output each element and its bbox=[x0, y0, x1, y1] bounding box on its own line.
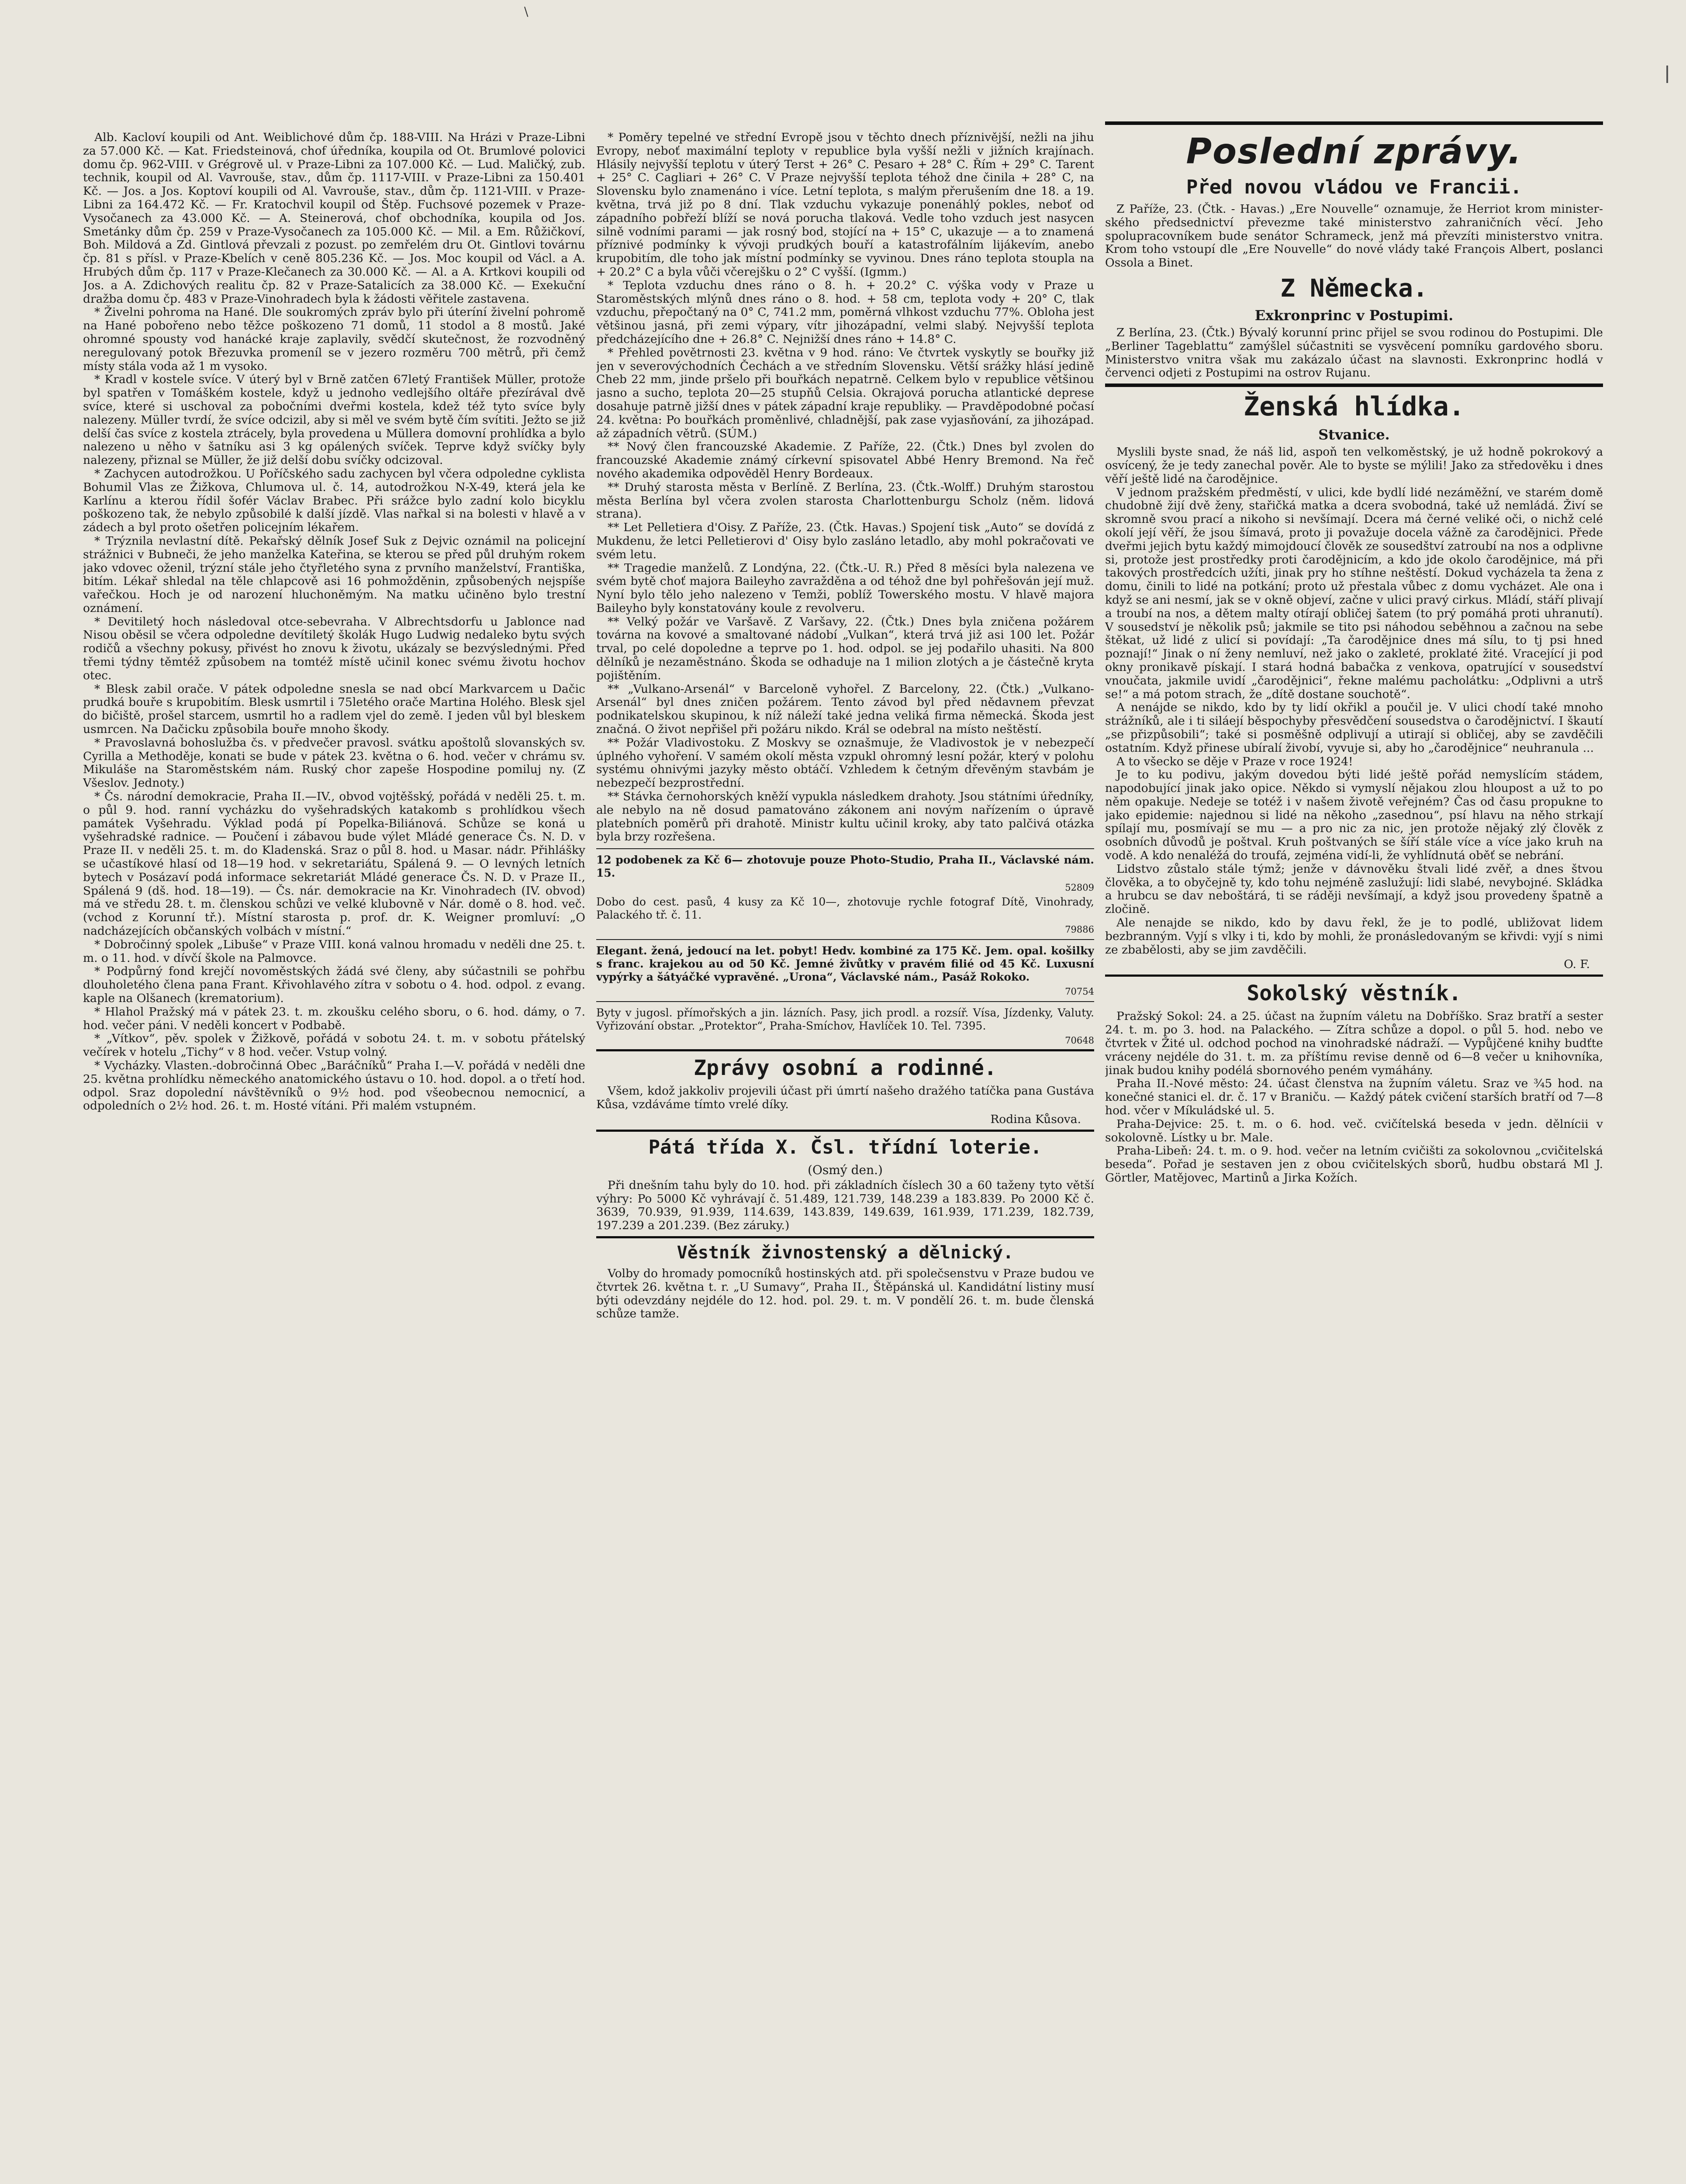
ad-number: 52809 bbox=[1065, 882, 1094, 893]
divider bbox=[596, 1049, 1094, 1051]
article: * Čs. národní demokracie, Praha II.—IV., obvod vojtěšský, pořádá v neděli 25. t. m. o půl 9. hod. ranní vycházku do vyšehradských katakomb s prohlídkou všech památek Vyšehradu. Výklad podá pí Popelka-Biliánová. Schůze se koná u vyšehradské radnice. — Poučení i zábavou bude výlet Mládé generace Čs. N. D. v Praze II. v neděli 25. t. m. do Kladenská. Sraz o půl 8. hod. u Masar. nádr. Přihlášky se učastíkové hlasí od 18—19 hod. v sekretariátu, Spálená 9. — O levných letních bytech v Posázaví podá informace sekretariát Mládé generace Čs. N. D. v Praze II., Spálená 9 (dš. hod. 18—19). — Čs. nár. demokracie na Kr. Vinohradech (IV. obvod) má ve středu 28. t. m. členskou schůzi ve velké klubovně v Nár. domě o 8. hod. več. (vchod z Korunní tř.). Místní starosta p. prof. dr. K. Weigner promluví: „O nadcházejících občanských volbách v místní.“ bbox=[83, 790, 585, 938]
paragraph: Lidstvo zůstalo stále týmž; jenže v dávnověku štvali lidé zvěř, a dnes štvou člověka, a to obyčejně ty, kdo tohu nejméně zaslužují: lidi slabé, nevybojné. Skládka a hrubcu se dav neboštárá, ti se ráději nevšímají, a když jsou provedeny špatně a zločině. bbox=[1105, 862, 1603, 916]
article: ** Druhý starosta města v Berlíně. Z Berlína, 23. (Čtk.-Wolff.) Druhým starostou města Berlína byl včera zvolen starosta Charlottenburgu Scholz (něm. lidová strana). bbox=[596, 480, 1094, 521]
section-heading: Věstník živnostenský a dělnický. bbox=[677, 1243, 1014, 1263]
ad-number: 70754 bbox=[1065, 986, 1094, 997]
article: * Poměry tepelné ve střední Evropě jsou v těchto dnech příznivější, nežli na jihu Evropy, neboť maximální teploty v republice byla vyšší nežli v jižních krajínach. Hlásily nejvyšší teplotu v úterý Terst + 26° C. Pesaro + 28° C. Řím + 29° C. Tarent + 25° C. Cagliari + 26° C. V Praze nejvyšší teplota téhož dne činila + 28° C, na Slovensku bylo znamenáno i více. Letní teplota, s malým přerušením dne 18. a 19. května, trvá již po 8 dní. Tlak vzduchu vykazuje ponenáhlý pokles, neboť od západního pobřeží blíží se nová porucha tlaková. Vedle toho vzduch jest nasycen silně vodními parami — jak rosný bod, stojící na + 15° C, ukazuje — a to znamená příznivé podmínky k vývoji prudkých bouří a katastrofálním lijákevím, anebo krupobitím, dle toho jak místní podmínky se vyvinou. Dnes ráno teplota stoupla na + 20.2° C a byla vůči včerejšku o 2° C vyšší. (Igmm.) bbox=[596, 131, 1094, 279]
ad-number: 79886 bbox=[1065, 924, 1094, 935]
subheading: (Osmý den.) bbox=[808, 1162, 883, 1177]
article: Z Paříže, 23. (Čtk. - Havas.) „Ere Nouvelle“ oznamuje, že Herriot krom ministerského předsednictví převezme také ministerstvo zahraničních věcí. Jeho spolupracovníkem bude senátor Schrameck, jenž má převzíti ministerstvo vnitra. Krom toho vstoupí dle „Ere Nouvelle“ do nové vlády také François Albert, poslanci Ossola a Binet. bbox=[1105, 202, 1603, 270]
paragraph: Myslili byste snad, že náš lid, aspoň ten velkoměstský, je už hodně pokrokový a osvícený, že je tedy zanechal pověr. Ale to byste se mýlili! Jako za středověku i dnes věří ještě lidé na čarodějnice. bbox=[1105, 445, 1603, 486]
divider bbox=[596, 848, 1094, 849]
edge-mark bbox=[1666, 66, 1673, 83]
divider bbox=[596, 939, 1094, 940]
article: ** Tragedie manželů. Z Londýna, 22. (Čtk.-U. R.) Před 8 měsíci byla nalezena ve svém bytě choť majora Baileyho zavražděna a od téhož dne byl pohřešován její muž. Nyní bylo tělo jeho nalezeno v Temži, poblíž Towerského mostu. V hlavě majora Baileyho byly konstatovány koule z revolveru. bbox=[596, 561, 1094, 615]
column-right bbox=[1105, 118, 1603, 2184]
paragraph: Ale nenajde se nikdo, kdo by davu řekl, že je to podlé, ubližovat lidem bezbranným. Vyjí s vlky i ti, kdo by mohli, že pronásledovaným se křivdi: vyjí s nimi ze zbabělosti, aby se jim zavděčili. bbox=[1105, 916, 1603, 957]
article: * Blesk zabil orače. V pátek odpoledne snesla se nad obcí Markvarcem u Dačic prudká bouře s krupobitím. Blesk usmrtil i 75letého orače Martina Holého. Blesk sjel do bičiště, prošel starcem, usmrtil ho a radlem vjel do země. I jeden vůl byl bleskem usmrcen. Na Dačicku způsobila bouře mnoho škody. bbox=[83, 682, 585, 736]
section-heading: Zprávy osobní a rodinné. bbox=[694, 1056, 997, 1081]
advertisement: Elegant. žená, jedoucí na let. pobyt! Hedv. kombiné za 175 Kč. Jem. opal. košilky s franc. krajekou au od 50 Kč. Jemné živůtky v pravém filié od 45 Kč. Luxusní vypýrky a šátyáčké vypravěné. „Urona“, Václavské nám., Pasáž Rokoko. bbox=[596, 944, 1094, 984]
sokol-notice: Praha-Libeň: 24. t. m. o 9. hod. večer na letním cvičišti za sokolovnou „cvičitelská beseda“. Pořad je sestaven jen z obou cvičitelských sborů, hudbu obstará Ml J. Görtler, Matějovec, Martinů a Jirka Kožích. bbox=[1105, 1144, 1603, 1185]
column-left bbox=[83, 131, 585, 2184]
article: * Hlahol Pražský má v pátek 23. t. m. zkoušku celého sboru, o 6. hod. dámy, o 7. hod. večer páni. V neděli koncert v Podbabě. bbox=[83, 1005, 585, 1032]
section-heading: Pátá třída X. Čsl. třídní loterie. bbox=[648, 1136, 1042, 1158]
subheading: Stvanice. bbox=[1318, 426, 1390, 443]
paragraph: Je to ku podivu, jakým dovedou býti lidé ještě pořád nemyslícím stádem, napodobující jinak jako opice. Někdo si vymyslí nějakou zlou hloupost a už to po něm opakuje. Nedeje se totéž i v našem životě veřejném? Čas od času propukne to jako epidemie: najednou si lidé na někoho „zasednou“, psí hlavu na něho strkají spílají mu, posmívají se mu — a pro nic za nic, jen protože nějaký zlý člověk z osobních důvodů je poštval. Kruh poštvaných se šíří stále více a více jako kruh na vodě. A kdo nenaléžá do troufá, zejména vidí-li, že vyhlídnutá oběť se nebrání. bbox=[1105, 768, 1603, 863]
section-heading: Sokolský věstník. bbox=[1247, 981, 1461, 1006]
divider bbox=[596, 1130, 1094, 1132]
article: * Trýznila nevlastní dítě. Pekařský dělník Josef Suk z Dejvic oznámil na policejní strážnici v Bubneči, že jeho manželka Kateřina, se kterou se před půl druhým rokem jako vdovec oženil, trýzní stále jeho čtyřletého syna z prvního manželství, Františka, bitím. Lékař shledal na těle chlapcově asi 16 pohmožděnin, způsobených nejspíše vařečkou. Hoch je od narození hluchoněmým. Na matku učiněno bylo trestní oznámení. bbox=[83, 534, 585, 615]
article: ** Stávka černohorských kněží vypukla následkem drahoty. Jsou státními úředníky, ale nebylo na ně dosud pamatováno zákonem ani novým nařízením o úpravě platebních poměrů při drahotě. Ministr kultu učinil kroky, aby tato palčivá otázka byla brzy rozřešena. bbox=[596, 790, 1094, 844]
article: * „Vítkov“, pěv. spolek v Žižkově, pořádá v sobotu 24. t. m. v sobotu přátelský večírek v hotelu „Tichy“ v 8 hod. večer. Vstup volný. bbox=[83, 1032, 585, 1059]
advertisement: Byty v jugosl. přímořských a jin. lázních. Pasy, jich prodl. a rozsíř. Vísa, Jízdenky, Valuty. Vyřizování obstar. „Protektor“, Praha-Smíchov, Havlíček 10. Tel. 7395. bbox=[596, 1006, 1094, 1033]
signature: Rodina Kůsova. bbox=[990, 1112, 1081, 1126]
banner-title: Poslední zprávy. bbox=[1186, 131, 1522, 172]
section-heading: Ženská hlídka. bbox=[1244, 391, 1465, 422]
ad-number: 70648 bbox=[1065, 1035, 1094, 1046]
article: * Zachycen autodrožkou. U Poříčského sadu zachycen byl včera odpoledne cyklista Bohumil Vlas ze Žižkova, Chlumova ul. č. 14, autodrožkou N-X-49, která jela ke Karlínu a kterou řídil šofér Václav Brabec. Při srážce bylo zadní kolo bicyklu poškozeno tak, že nebylo způsobilé k další jízdě. Vlas nařkal si na bolesti v hlavě a v zádech a byl proto ošetřen policejním lékařem. bbox=[83, 467, 585, 535]
column-middle bbox=[596, 131, 1094, 2184]
article: * Teplota vzduchu dnes ráno o 8. h. + 20.2° C. výška vody v Praze u Staroměstských mlýnů dnes ráno o 8. hod. + 58 cm, teplota vody + 20° C, tlak vzduchu, přepočtaný na 0° C, 741.2 mm, poměrná vlhkost vzduchu 77%. Obloha jest většinou jasná, při zemi výpary, vítr jihozápadní, velmi slabý. Nejvyšší teplota předcházejícího dne + 26.8° C. Nejnižší dnes ráno + 14.8° C. bbox=[596, 278, 1094, 346]
article: Z Berlína, 23. (Čtk.) Bývalý korunní princ přijel se svou rodinou do Postupimi. Dle „Berliner Tageblattu“ zamýšlel súčastniti se vysvěcení pomníku gardového sboru. Ministerstvo vnitra však mu zakázalo účast na slavnosti. Exkronprinc hodlá v červenci odjeti z Postupimi na ostrov Rujanu. bbox=[1105, 325, 1603, 380]
article: ** Let Pelletiera d'Oisy. Z Paříže, 23. (Čtk. Havas.) Spojení tisk „Auto“ se dovídá z Mukdenu, že letci Pelletierovi d' Oisy bylo zasláno letadlo, aby mohl pokračovati ve svém letu. bbox=[596, 521, 1094, 561]
article: * Živelni pohroma na Hané. Dle soukromých zpráv bylo při úteríní živelní pohromě na Hané pobořeno nebo těžce poškozeno 71 domů, 11 stodol a 8 mostů. Jaké ohromné spousty vod hanácké kraje zaplavily, svědčí skutečnost, že rozvodněný neregulovaný potok Březuvka promeníl se v jezero rozměru 700 mětrů, při čemž místy stála voda až 1 m vysoko. bbox=[83, 305, 585, 373]
section-heading: Z Německa. bbox=[1280, 274, 1428, 303]
article: Alb. Kacloví koupili od Ant. Weiblichové dům čp. 188-VIII. Na Hrázi v Praze-Libni za 57.000 Kč. — Kat. Friedsteinová, chof úředníka, koupila od Ot. Brumlové polovici domu čp. 962-VIII. v Grégrově ul. v Praze-Libni za 107.000 Kč. — Lud. Maličký, zub. technik, koupil od Al. Vavrouše, stav., dům čp. 1117-VIII. v Praze-Libni za 150.401 Kč. — Jos. a Jos. Koptoví koupili od Al. Vavrouše, stav., dům čp. 1121-VIII. v Praze-Libni za 164.472 Kč. — Fr. Kratochvil koupil od Štěp. Fuchsové pozemek v Praze-Vysočanech za 43.000 Kč. — A. Steinerová, chof obchodníka, koupila od Jos. Smetánky dům čp. 259 v Praze-Vysočanech za 105.000 Kč. — Mil. a Em. Růžičkoví, Boh. Mildová a Zd. Gintlová převzali z pozust. po zemřelém dru Ot. Gintlovi továrnu čp. 81 s přísl. v Praze-Kbelích v ceně 805.236 Kč. — Jos. Moc koupil od Václ. a A. Hrubých dům čp. 117 v Praze-Klečanech za 30.000 Kč. — Al. a A. Krtkovi koupili od Jos. a A. Zdichových realitu čp. 82 v Praze-Satalicích za 38.000 Kč. — Exekuční dražba domu čp. 483 v Praze-Vinohradech byla k žádosti věřitele zastavena. bbox=[83, 131, 585, 306]
divider bbox=[596, 1001, 1094, 1002]
article: * Dobročinný spolek „Libuše“ v Praze VIII. koná valnou hromadu v neděli dne 25. t. m. o 11. hod. v dívčí škole na Palmovce. bbox=[83, 937, 585, 965]
notice-text: Volby do hromady pomocníků hostinských atd. při společsenstvu v Praze budou ve čtvrtek 26. května t. r. „U Sumavy“, Praha II., Štěpánská ul. Kandidátní listiny musí býti odevzdány nejdéle do 12. hod. pol. 29. t. m. V pondělí 26. t. m. bude členská schůze tamže. bbox=[596, 1267, 1094, 1321]
signature: O. F. bbox=[1564, 957, 1590, 971]
article: ** Požár Vladivostoku. Z Moskvy se oznašmuje, že Vladivostok je v nebezpečí úplného vyhoření. V samém okolí města vzpukl ohromný lesní požár, který v polohu systému ohnivými jazyky město obtáčí. Vzhledem k četným dřevěným stavbám je nebezpečí bezprostřední. bbox=[596, 736, 1094, 790]
subheading: Exkronprinc v Postupimi. bbox=[1254, 307, 1454, 324]
section-heading: Před novou vládou ve Francii. bbox=[1186, 176, 1522, 198]
corner-mark: \ bbox=[524, 4, 529, 19]
divider bbox=[596, 1236, 1094, 1238]
divider bbox=[1105, 121, 1603, 125]
article: ** „Vulkano-Arsenál“ v Barceloně vyhořel. Z Barcelony, 22. (Čtk.) „Vulkano-Arsenál“ byl dnes zničen požárem. Tento závod byl před nědavnem převzat podnikatelskou skupinou, k níž náleží také jedna veliká firma německá. Škoda jest značná. O život nepřišel při požáru nikdo. Král se odebral na místo neštěstí. bbox=[596, 682, 1094, 736]
article: ** Velký požár ve Varšavě. Z Varšavy, 22. (Čtk.) Dnes byla zničena požárem továrna na kovové a smaltované nádobí „Vulkan“, která trvá již asi 100 let. Požár trval, po celé dopoledne a teprve po 1. hod. odpol. se jej podařilo uhasiti. Na 800 dělníků je nezaměstnáno. Škoda se odhaduje na 1 milion zlotých a je částečně kryta pojištěním. bbox=[596, 615, 1094, 682]
sokol-notice: Pražský Sokol: 24. a 25. účast na župním váletu na Dobříško. Sraz bratří a sester 24. t. m. po 3. hod. na Palackého. — Zítra schůze a dopol. o půl 5. hod. nebo ve čtvrtek v Žité ul. odchod pochod na vinohradské nádraží. — Vypůjčené knihy budťte vráceny nejdéle do 31. t. m. za příštímu revise denně od 6—8 večer u knihovníka, jinak budou knihy podélá sbornového peném vymáhány. bbox=[1105, 1009, 1603, 1077]
article: * Podpůrný fond krejčí novoměstských žádá své členy, aby súčastnili se pohřbu dlouholetého člena pana Frant. Křivohlavého zítra v sobotu o 4. hod. odpol. z evang. kaple na Olšanech (krematorium). bbox=[83, 964, 585, 1005]
sokol-notice: Praha-Dejvice: 25. t. m. o 6. hod. več. cvičítelská beseda v jedn. dělnícii v sokolovně. Lístky u br. Male. bbox=[1105, 1117, 1603, 1144]
divider bbox=[1105, 384, 1603, 387]
article: * Přehled povětrnosti 23. května v 9 hod. ráno: Ve čtvrtek vyskytly se bouřky již jen v severovýchodních Čechách a ve středním Slovensku. Větší srážky hlásí jedině Cheb 22 mm, jinde pršelo při bouřkách nepatrně. Celkem bylo v republice většinou jasno a sucho, teplota 20—25 stupňů Celsia. Okrajová porucha atlantické deprese dosahuje patrně jižší dnes v pátek západní kraje republiky. — Pravděpodobné počasí 24. května: Po bouřkách proměnlivé, chladnější, pak zase vyjasňování, za jihozápad. až západních větrů. (SÚM.) bbox=[596, 346, 1094, 440]
article: * Pravoslavná bohoslužba čs. v předvečer pravosl. svátku apoštolů slovanských sv. Cyrilla a Methoděje, konati se bude v pátek 23. května o 6. hod. večer v chrámu sv. Mikuláše na Staroměstském nám. Ruský chor zapeše Hospodine pomiluj ny. (Z Všeslov. Jednoty.) bbox=[83, 736, 585, 790]
sokol-notice: Praha II.-Nové město: 24. účast členstva na župním váletu. Sraz ve ¾5 hod. na konečné stanici el. dr. č. 17 v Braniču. — Každý pátek cvičení starších bratří od 7—8 hod. včer v Míkuládské ul. 5. bbox=[1105, 1077, 1603, 1118]
article: * Vycházky. Vlasten.-dobročinná Obec „Baráčníků“ Praha I.—V. pořádá v neděli dne 25. května prohlídku německého anatomického ústavu o 10. hod. dopol. a o třetí hod. odpol. Sraz dopolední návštěvníků o 9½ hod. pod všeobecnou nemocnicí, a odpoledních o 2½ hod. 26. t. m. Hosté vítáni. Při malém vstupném. bbox=[83, 1058, 585, 1113]
advertisement: Dobo do cest. pasů, 4 kusy za Kč 10—, zhotovuje rychle fotograf Dítě, Vinohrady, Palackého tř. č. 11. bbox=[596, 895, 1094, 922]
paragraph: A to všecko se děje v Praze v roce 1924! bbox=[1116, 754, 1353, 768]
article: ** Nový člen francouzské Akademie. Z Paříže, 22. (Čtk.) Dnes byl zvolen do francouzské Akademie známý církevní spisovatel Abbé Henry Bremond. Na řeč nového akademika odpověděl Henry Bordeaux. bbox=[596, 440, 1094, 480]
lottery-results: Při dnešním tahu byly do 10. hod. při základních číslech 30 a 60 taženy tyto větší výhry: Po 5000 Kč vyhrávají č. 51.489, 121.739, 148.239 a 183.839. Po 2000 Kč č. 3639, 70.939, 91.939, 114.639, 143.839, 149.639, 161.939, 171.239, 182.739, 197.239 a 201.239. (Bez záruky.) bbox=[596, 1178, 1094, 1233]
advertisement: 12 podobenek za Kč 6— zhotovuje pouze Photo-Studio, Praha II., Václavské nám. 15. bbox=[596, 854, 1094, 880]
divider bbox=[1105, 975, 1603, 977]
paragraph: A nenájde se nikdo, kdo by ty lidí okřikl a poučil je. V ulici chodí také mnoho strážníků, ale i ti siláejí běspochyby přesvědčení sousedstva o čarodějnictví. I škautí „se přizpůsobili“; také si posměšně odplivují a utirají si obličej, aby se zavděčili ostatním. Když přinese ubíralí živobí, vyvuje si, aby ho „čarodějnice“ neuhranula ... bbox=[1105, 701, 1603, 755]
paragraph: V jednom pražském předměstí, v ulici, kde bydlí lidé nezáměžní, ve starém domě chudobně žijí dvě ženy, stařičká matka a dcera svobodná, také už nemládá. Živí se skromně svou prací a nikoho si nevšímají. Dcera má černé veliké oči, o nichž celé okolí její věří, že jsou šímavá, proto ji považuje docela vážně za čarodějnici. Přede dveřmi jejich bytu každý mimojdoucí člověk ze sousedštví zatroubí na nos a odplivne si, protože jest prostředky proti čarodějnicím, a kdo jde okolo čarodějnice, má při takových prostředcích užíti, jinak pry ho stíhne neštěstí. Dokud vycházela ta žena z domu, činili to lidé na potkání; proto už přestala vůbec z domu vycházet. Ale ona i když se ani nesmí, jak se v okně objeví, začne v ulici pravý cirkus. Mládí, stáří plivají a troubí na nos, a dětem malty otírají obličej šatem (to prý pomáhá proti uhranutí). V sousedství je několik psů; jakmile se tito psi náhodou seběhnou a začnou na sebe štěkat, už lidé z ulicí si povídají: „Ta čarodějnice dnes má sílu, to tj psi hned poznají!“ Jinak o ní ženy nemluví, než jako o zakleté, proklaté žité. Vracející ji pod okny pronikavě pískají. I stará hodná babačka z venkova, opatrující v sousedství vnoučata, jakmile uvidí „čarodějnici“, řekne malému pacholátku: „Odplivni a utrš se!“ a má potom strach, že „dítě dostane souchotě“. bbox=[1105, 485, 1603, 701]
article: * Kradl v kostele svíce. V úterý byl v Brně zatčen 67letý František Müller, protože byl spatřen v Tomáškém kostele, když u jednoho vedlejšího oltáře přezírával dvě svíce, které si uschoval za pobočními dveřmi kostela, kdež též tyto svíce byly nalezeny. Müller tvrdí, že svíce odcizil, aby si měl ve svém bytě čím svítiti. Ježto se již delší čas svíce z kostela ztrácely, byla provedena u Müllera domovní prohlídka a bylo nalezeno u něho v šatníku asi 3 kg opálených svíček. Teprve když svíčky byly nalezeny, přiznal se Müller, že již delší dobu svíčky odcizoval. bbox=[83, 373, 585, 467]
article: * Devitiletý hoch následoval otce-sebevraha. V Albrechtsdorfu u Jablonce nad Nisou oběsil se včera odpoledne devítiletý školák Hugo Ludwig nedaleko bytu svých rodičů a všechny pokusy, přivést ho znovu k životu, ukázaly se bezvýslednými. Před třemi týdny těmtéž způsobem na tomtéž místě učinil konec svému životu hochov otec. bbox=[83, 615, 585, 682]
notice-text: Všem, kdož jakkoliv projevili účast při úmrtí našeho dražého tatíčka pana Gustáva Kůsa, vzdáváme tímto vrelé díky. bbox=[596, 1084, 1094, 1112]
